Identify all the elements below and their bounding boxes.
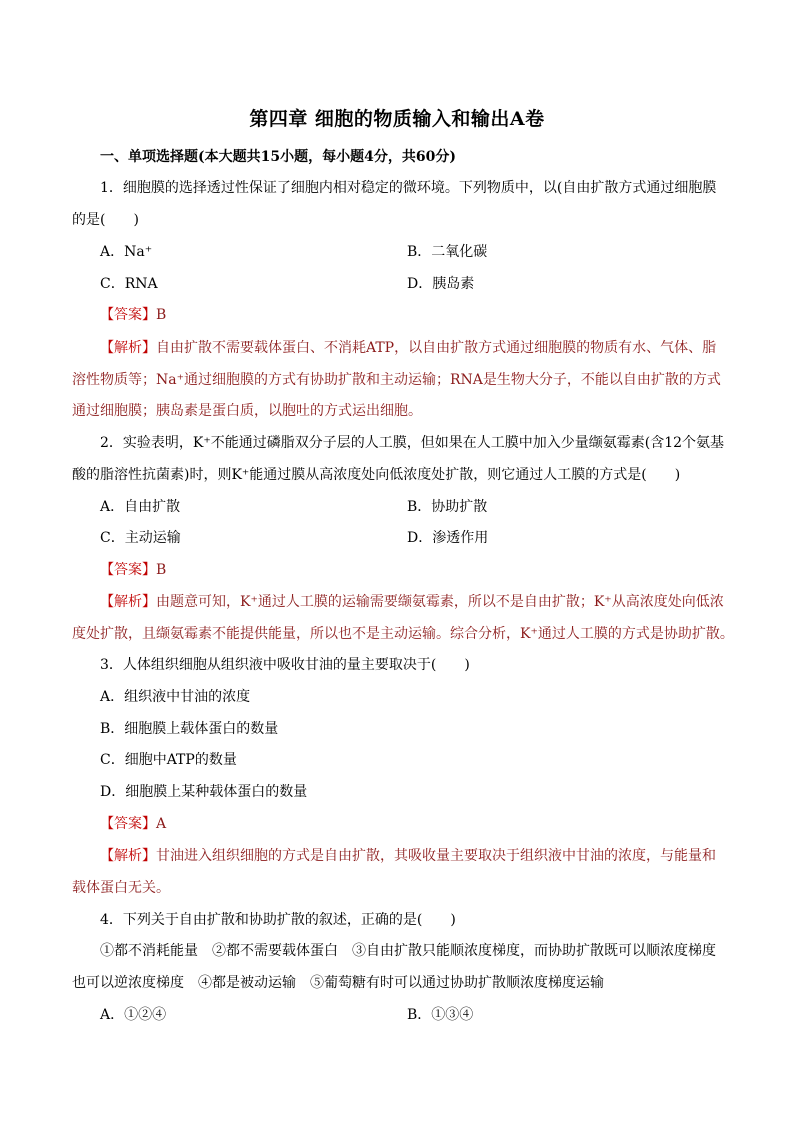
- q1-analysis-line-1: [100, 338, 716, 358]
- q2-analysis-line-2: 度处扩散，且缬氨霉素不能提供能量，所以也不是主动运输。综合分析，K⁺通过人工膜的方式是协助扩散。: [72, 626, 734, 642]
- answer-value: A: [156, 816, 167, 832]
- analysis-text: 甘油进入组织细胞的方式是自由扩散，其吸收量主要取决于组织液中甘油的浓度，与能量和: [156, 848, 716, 864]
- answer-value: B: [156, 307, 167, 323]
- q2-option-c: C．主动运输: [100, 530, 181, 546]
- q1-stem-line-1: 1．细胞膜的选择透过性保证了细胞内相对稳定的微环境。下列物质中，以(自由扩散方式通过细胞膜: [100, 180, 717, 196]
- q1-analysis-line-2: 溶性物质等；Na⁺通过细胞膜的方式有协助扩散和主动运输；RNA是生物大分子，不能以自由扩散的方式: [72, 372, 721, 388]
- q2-analysis-line-1: [100, 592, 724, 612]
- q4-statements-line-1: ①都不消耗能量 ②都不需要载体蛋白 ③自由扩散只能顺浓度梯度，而协助扩散既可以顺浓度梯度: [100, 943, 716, 959]
- q2-answer: [100, 560, 166, 580]
- analysis-text: 自由扩散不需要载体蛋白、不消耗ATP，以自由扩散方式通过细胞膜的物质有水、气体、脂: [156, 340, 717, 356]
- answer-label: 【答案】: [100, 816, 156, 832]
- q3-answer: [100, 814, 166, 834]
- q2-option-b: B．协助扩散: [407, 499, 488, 515]
- q3-option-b: B．细胞膜上载体蛋白的数量: [100, 721, 279, 737]
- q4-stem: 4．下列关于自由扩散和协助扩散的叙述，正确的是( ): [100, 912, 456, 928]
- q1-option-c: C．RNA: [100, 276, 158, 292]
- analysis-label: 【解析】: [100, 848, 156, 864]
- q1-option-b: B．二氧化碳: [407, 244, 488, 260]
- q1-analysis-line-3: 通过细胞膜；胰岛素是蛋白质，以胞吐的方式运出细胞。: [72, 403, 422, 419]
- answer-label: 【答案】: [100, 562, 156, 578]
- q1-option-a: A．Na⁺: [100, 244, 153, 260]
- analysis-text: 由题意可知，K⁺通过人工膜的运输需要缬氨霉素，所以不是自由扩散；K⁺从高浓度处向低浓: [156, 594, 724, 610]
- q2-option-a: A．自由扩散: [100, 499, 181, 515]
- answer-value: B: [156, 562, 167, 578]
- q4-option-b: B．①③④: [407, 1007, 474, 1023]
- q4-statements-line-2: 也可以逆浓度梯度 ④都是被动运输 ⑤葡萄糖有时可以通过协助扩散顺浓度梯度运输: [72, 975, 604, 991]
- q1-answer: [100, 305, 166, 325]
- q1-stem-line-2: 的是( ): [72, 212, 139, 228]
- section-heading: 一、单项选择题(本大题共15小题，每小题4分，共60分): [100, 149, 456, 165]
- q3-analysis-line-1: [100, 846, 716, 866]
- q2-stem-line-2: 酸的脂溶性抗菌素)时，则K⁺能通过膜从高浓度处向低浓度处扩散，则它通过人工膜的方式是( ): [72, 467, 681, 483]
- page-title: 第四章 细胞的物质输入和输出A卷: [249, 108, 545, 130]
- analysis-label: 【解析】: [100, 594, 156, 610]
- q1-option-d: D．胰岛素: [407, 276, 475, 292]
- answer-label: 【答案】: [100, 307, 156, 323]
- q3-analysis-line-2: 载体蛋白无关。: [72, 880, 170, 896]
- q2-option-d: D．渗透作用: [407, 530, 489, 546]
- q4-option-a: A．①②④: [100, 1007, 167, 1023]
- q3-option-a: A．组织液中甘油的浓度: [100, 689, 251, 705]
- q2-stem-line-1: 2．实验表明，K⁺不能通过磷脂双分子层的人工膜，但如果在人工膜中加入少量缬氨霉素(含12个氨基: [100, 435, 725, 451]
- analysis-label: 【解析】: [100, 340, 156, 356]
- q3-option-d: D．细胞膜上某种载体蛋白的数量: [100, 784, 308, 800]
- q3-stem: 3．人体组织细胞从组织液中吸收甘油的量主要取决于( ): [100, 657, 470, 673]
- q3-option-c: C．细胞中ATP的数量: [100, 752, 237, 768]
